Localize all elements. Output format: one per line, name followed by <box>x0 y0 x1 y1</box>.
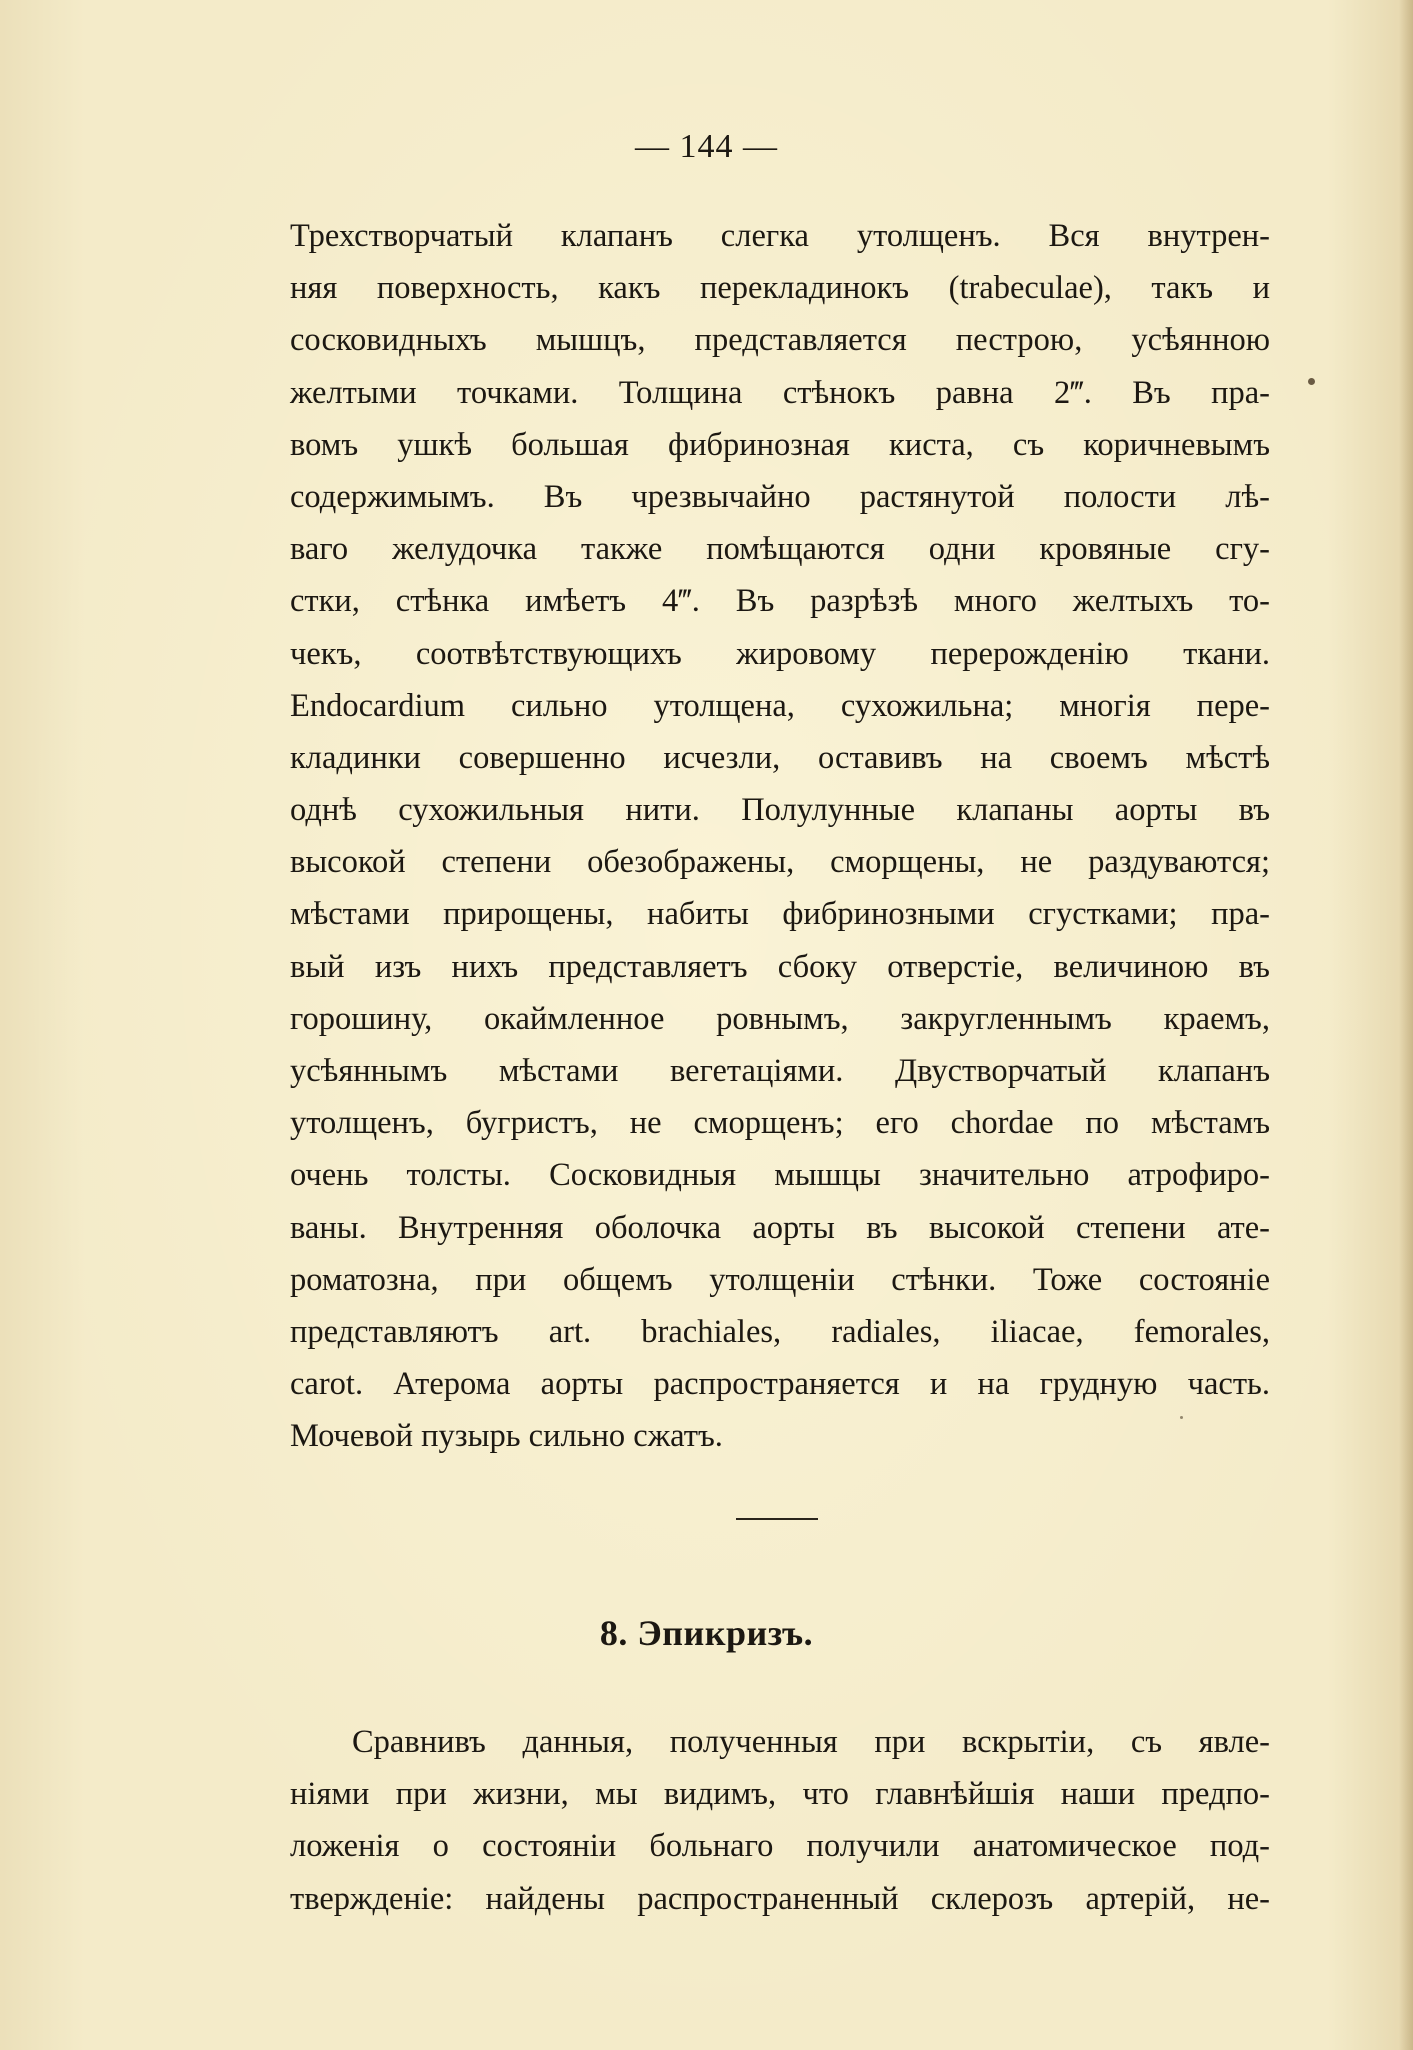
text-line: ваго желудочка также помѣщаются одни кровяные сгу- <box>290 531 1270 568</box>
text-line: ваны. Внутренняя оболочка аорты въ высокой степени ате- <box>290 1209 1270 1246</box>
text-line: чекъ, соотвѣтствующихъ жировому перерожденiю ткани. <box>290 635 1270 672</box>
section-title: 8. Эпикризъ. <box>599 1613 814 1653</box>
text-line: кладинки совершенно исчезли, оставивъ на своемъ мѣстѣ <box>290 739 1270 776</box>
section-paragraph <box>290 1716 1270 1925</box>
text-line: Мочевой пузырь сильно сжатъ. <box>290 1418 723 1455</box>
text-line: carot. Атерома аорты распространяется и на грудную часть. <box>290 1366 1270 1403</box>
text-line: утолщенъ, бугристъ, не сморщенъ; его chordae по мѣстамъ <box>290 1105 1270 1142</box>
page-number: — 144 — <box>635 128 778 165</box>
text-line: вомъ ушкѣ большая фибринозная киста, съ коричневымъ <box>290 426 1270 463</box>
text-line: стки, стѣнка имѣетъ 4‴. Въ разрѣзѣ много желтыхъ то- <box>290 583 1270 620</box>
text-line: однѣ сухожильныя нити. Полулунные клапаны аорты въ <box>290 792 1270 829</box>
text-line: желтыми точками. Толщина стѣнокъ равна 2‴. Въ пра- <box>290 374 1270 411</box>
ink-speck <box>1308 378 1315 385</box>
text-line: мѣстами прирощены, набиты фибринозными сгустками; пра- <box>290 896 1270 933</box>
text-line: представляютъ art. brachiales, radiales, iliacae, femorales, <box>290 1313 1270 1350</box>
body-paragraph <box>290 210 1270 1463</box>
text-line: горошину, окаймленное ровнымъ, закругленнымъ краемъ, <box>290 1000 1270 1037</box>
text-line: ложенiя о состоянiи больнаго получили анатомическое под- <box>290 1828 1270 1865</box>
text-line: вый изъ нихъ представляетъ сбоку отверстiе, величиною въ <box>290 948 1270 985</box>
text-line: нiями при жизни, мы видимъ, что главнѣйшiя наши предпо- <box>290 1776 1270 1813</box>
text-line: Сравнивъ данныя, полученныя при вскрытiи, съ явле- <box>352 1724 1270 1760</box>
ink-speck <box>1180 1416 1183 1419</box>
text-line: Трехстворчатый клапанъ слегка утолщенъ. Вся внутрен- <box>290 218 1270 254</box>
text-line: роматозна, при общемъ утолщенiи стѣнки. Тоже состоянiе <box>290 1261 1270 1298</box>
text-line: усѣяннымъ мѣстами вегетацiями. Двустворчатый клапанъ <box>290 1053 1270 1089</box>
text-line: Endocardium сильно утолщена, сухожильна; многiя пере- <box>290 687 1270 724</box>
text-line: высокой степени обезображены, сморщены, не раздуваются; <box>290 844 1270 881</box>
page-edge-shadow <box>1399 0 1413 2050</box>
text-line: сосковидныхъ мышцъ, представляется пестрою, усѣянною <box>290 322 1270 359</box>
text-line: твержденiе: найдены распространенный склерозъ артерiй, не- <box>290 1880 1270 1917</box>
section-divider <box>736 1518 818 1520</box>
text-line: очень толсты. Сосковидныя мышцы значительно атрофиро- <box>290 1157 1270 1194</box>
text-line: няя поверхность, какъ перекладинокъ (trabeculae), такъ и <box>290 270 1270 307</box>
text-line: содержимымъ. Въ чрезвычайно растянутой полости лѣ- <box>290 478 1270 515</box>
